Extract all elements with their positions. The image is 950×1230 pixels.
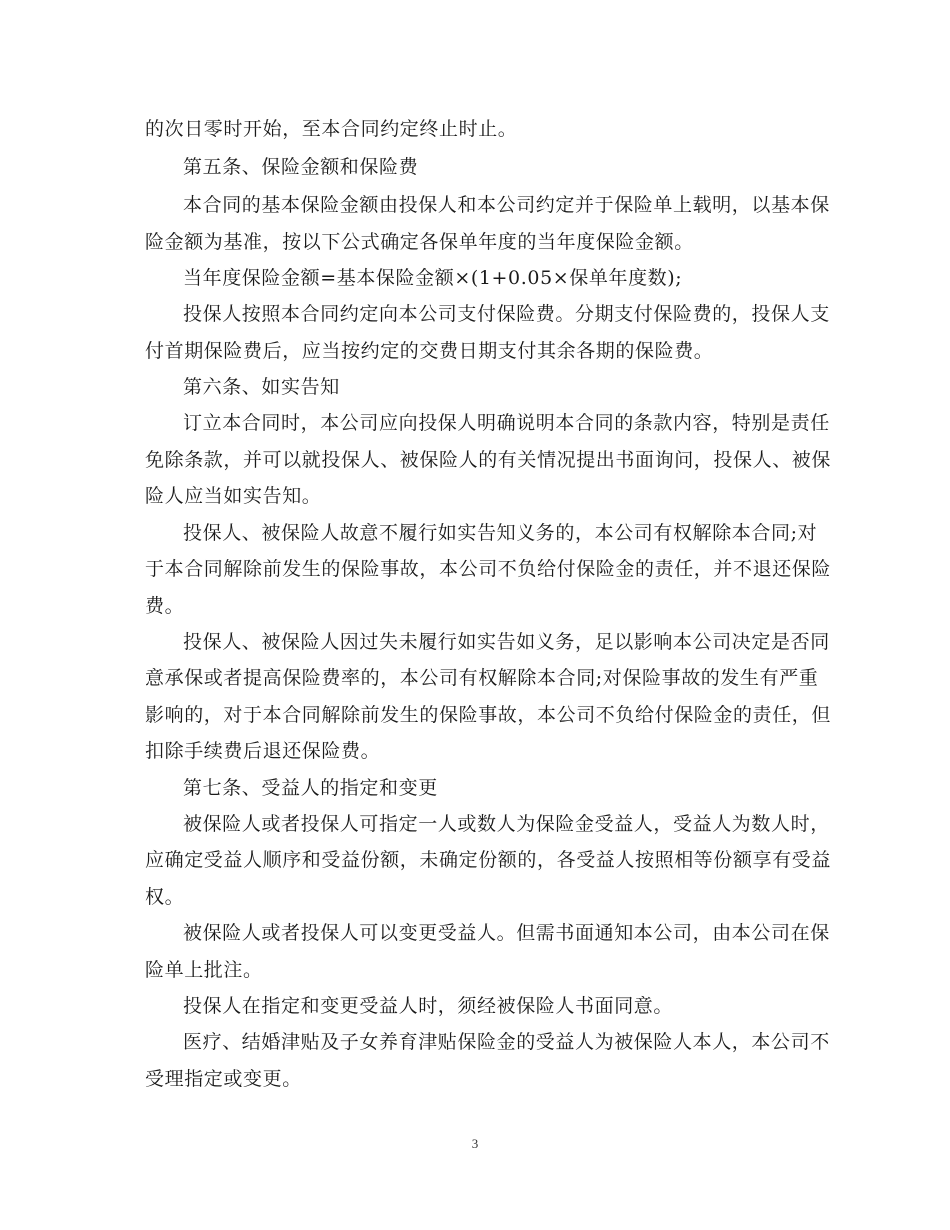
text-line: 投保人按照本合同约定向本公司支付保险费。分期支付保险费的，投保人支	[183, 303, 830, 325]
text-line: 应确定受益人顺序和受益份额，未确定份额的，各受益人按照相等份额享有受益	[145, 849, 832, 871]
text-line: 付首期保险费后，应当按约定的交费日期支付其余各期的保险费。	[145, 340, 714, 362]
text-line: 扣除手续费后退还保险费。	[145, 740, 381, 762]
text-line: 免除条款，并可以就投保人、被保险人的有关情况提出书面询问，投保人、被保	[145, 449, 832, 471]
text-line: 投保人、被保险人因过失未履行如实告如义务，足以影响本公司决定是否同	[183, 631, 830, 653]
text-line: 的次日零时开始，至本合同约定终止时止。	[145, 118, 518, 140]
text-line: 本合同的基本保险金额由投保人和本公司约定并于保险单上载明，以基本保	[183, 194, 830, 216]
text-line: 费。	[145, 595, 185, 617]
text-line: 险单上批注。	[145, 959, 263, 981]
text-line: 于本合同解除前发生的保险事故，本公司不负给付保险金的责任，并不退还保险	[145, 558, 832, 580]
text-line: 受理指定或变更。	[145, 1068, 302, 1090]
text-line: 影响的，对于本合同解除前发生的保险事故，本公司不负给付保险金的责任，但	[145, 704, 832, 726]
text-line: 投保人在指定和变更受益人时，须经被保险人书面同意。	[183, 995, 674, 1017]
text-line: 投保人、被保险人故意不履行如实告知义务的，本公司有权解除本合同;对	[183, 522, 818, 544]
text-line: 意承保或者提高保险费率的，本公司有权解除本合同;对保险事故的发生有严重	[145, 667, 819, 689]
section-heading: 第七条、受益人的指定和变更	[183, 777, 438, 799]
text-line: 被保险人或者投保人可指定一人或数人为保险金受益人，受益人为数人时，	[183, 813, 830, 835]
text-line: 医疗、结婚津贴及子女养育津贴保险金的受益人为被保险人本人，本公司不	[183, 1031, 830, 1053]
section-heading: 第六条、如实告知	[183, 376, 340, 398]
page-number: 3	[471, 1136, 479, 1151]
text-line: 权。	[145, 886, 185, 908]
formula-line: 当年度保险金额=基本保险金额×(1+0.05×保单年度数);	[183, 267, 683, 289]
section-heading: 第五条、保险金额和保险费	[183, 156, 419, 178]
text-line: 险人应当如实告知。	[145, 485, 322, 507]
text-line: 订立本合同时，本公司应向投保人明确说明本合同的条款内容，特别是责任	[183, 412, 830, 434]
text-line: 险金额为基准，按以下公式确定各保单年度的当年度保险金额。	[145, 231, 694, 253]
text-line: 被保险人或者投保人可以变更受益人。但需书面通知本公司，由本公司在保	[183, 922, 830, 944]
